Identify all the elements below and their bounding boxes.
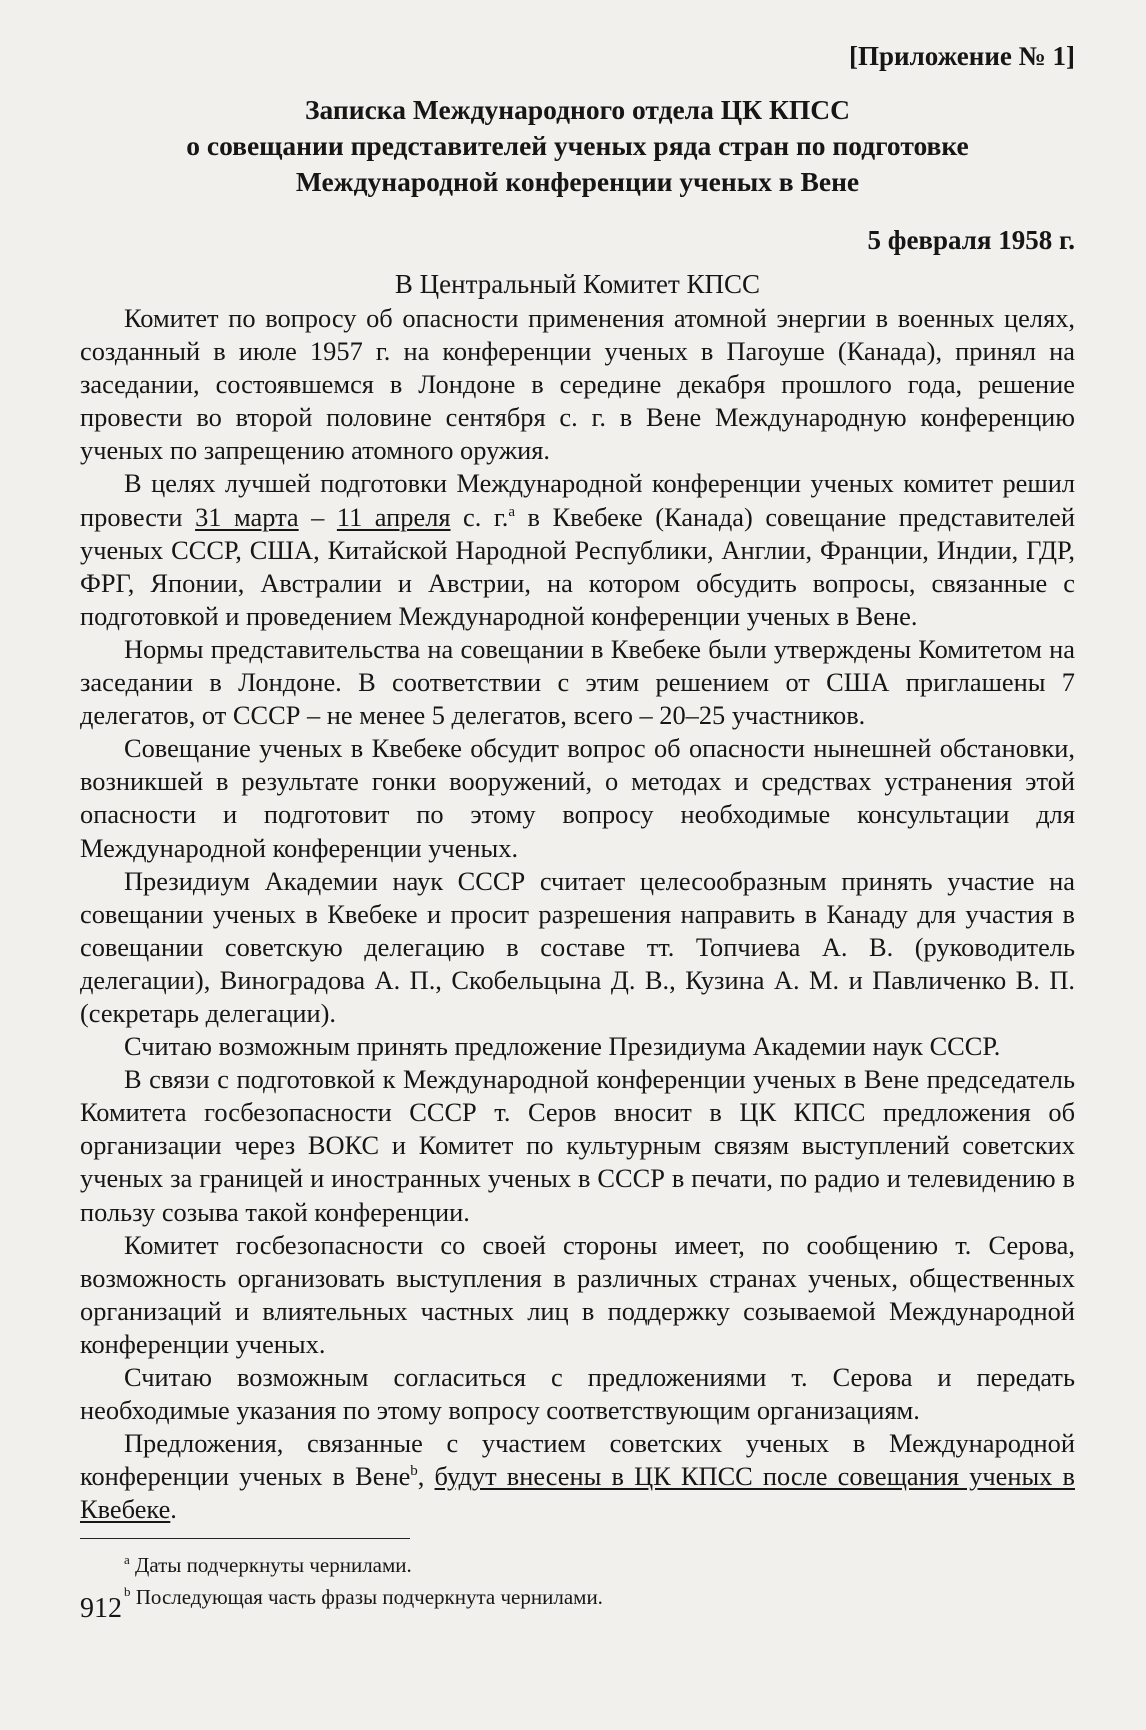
title-line: Записка Международного отдела ЦК КПСС bbox=[305, 94, 850, 125]
underlined-date: 31 марта bbox=[195, 501, 299, 532]
document-title bbox=[80, 92, 1075, 200]
underlined-date: 11 апреля bbox=[336, 501, 451, 532]
footnote-divider bbox=[80, 1538, 410, 1539]
underlined-phrase: будут внесены в ЦК КПСС после совещания ученых в Квебеке bbox=[80, 1461, 1075, 1525]
paragraph-text: . bbox=[170, 1494, 177, 1525]
page-number: 912 bbox=[80, 1593, 122, 1624]
footnote-text: Последующая часть фразы подчеркнута чернилами. bbox=[130, 1585, 603, 1610]
paragraph: Нормы представительства на совещании в Квебеке были утверждены Комитетом на заседании в Лондоне. В соответствии с этим решением от США приглашены 7 делегатов, от СССР – не менее 5 делегатов, всего – 20–25 участников. bbox=[80, 633, 1075, 731]
paragraph bbox=[80, 1427, 1075, 1526]
paragraph: Президиум Академии наук СССР считает целесообразным принять участие на совещании ученых в Квебеке и просит разрешения направить в Канаду для участия в совещании советскую делегацию в составе тт. Топчиева А. В. (руководитель делегации), Виноградова А. П., Скобельцына Д. В., Кузина А. М. и Павличенко В. П. (секретарь делегации). bbox=[80, 865, 1075, 1028]
title-line: Международной конференции ученых в Вене bbox=[295, 166, 860, 197]
paragraph: Комитет по вопросу об опасности применения атомной энергии в военных целях, созданный в июле 1957 г. на конференции ученых в Пагоуше (Канада), принял на заседании, состоявшемся в Лондоне в середине декабря прошлого года, решение провести во второй половине сентября с. г. в Вене Международную конференцию ученых по запрещению атомного оружия. bbox=[80, 303, 1075, 466]
paragraph: Комитет госбезопасности со своей стороны имеет, по сообщению т. Серова, возможность организовать выступления в различных странах ученых, общественных организаций и влиятельных частных лиц в поддержку созываемой Международной конференции ученых. bbox=[80, 1229, 1075, 1359]
dash: – bbox=[298, 501, 337, 532]
paragraph-text: Предложения, связанные с участием советских ученых в Международной конференции ученых в Вене bbox=[80, 1428, 1075, 1492]
footnote-ref: a bbox=[508, 503, 515, 520]
footnote bbox=[124, 1549, 1075, 1581]
title-line: о совещании представителей ученых ряда стран по подготовке bbox=[186, 130, 969, 161]
document-body bbox=[80, 302, 1075, 1526]
paragraph-text: , bbox=[417, 1461, 435, 1492]
paragraph: В связи с подготовкой к Международной конференции ученых в Вене председатель Комитета госбезопасности СССР т. Серов вносит в ЦК КПСС предложения об организации через ВОКС и Комитет по культурным связям выступлений советских ученых за границей и иностранных ученых в СССР в печати, по радио и телевидению в пользу созыва такой конференции. bbox=[80, 1064, 1075, 1227]
paragraph bbox=[80, 467, 1075, 632]
paragraph-text: с. г. bbox=[450, 501, 509, 532]
paragraph-text: В целях лучшей подготовки Международной конференции ученых комитет решил провести bbox=[80, 468, 1075, 532]
footnote-mark: b bbox=[124, 1584, 131, 1600]
footnote-ref: b bbox=[410, 1463, 418, 1480]
footnote-text: Даты подчеркнуты чернилами. bbox=[129, 1553, 412, 1578]
footnote bbox=[124, 1581, 1075, 1613]
paragraph: Считаю возможным согласиться с предложениями т. Серова и передать необходимые указания по этому вопросу соответствующим организациям. bbox=[80, 1362, 1075, 1426]
footnote-mark: a bbox=[124, 1552, 130, 1568]
paragraph-text: в Квебеке (Канада) совещание представителей ученых СССР, США, Китайской Народной Республики, Англии, Франции, Индии, ГДР, ФРГ, Японии, Австралии и Австрии, на котором обсудить вопросы, связанные с подготовкой и проведением Международной конференции ученых в Вене. bbox=[80, 501, 1075, 631]
appendix-label: [Приложение № 1] bbox=[849, 41, 1075, 71]
page-content bbox=[80, 28, 1075, 1613]
paragraph: Считаю возможным принять предложение Президиума Академии наук СССР. bbox=[124, 1031, 1001, 1062]
addressee: В Центральный Комитет КПСС bbox=[394, 269, 761, 299]
document-date: 5 февраля 1958 г. bbox=[867, 225, 1075, 255]
paragraph: Совещание ученых в Квебеке обсудит вопрос об опасности нынешней обстановки, возникшей в результате гонки вооружений, о методах и средствах устранения этой опасности и подготовит по этому вопросу необходимые консультации для Международной конференции ученых. bbox=[80, 733, 1075, 863]
